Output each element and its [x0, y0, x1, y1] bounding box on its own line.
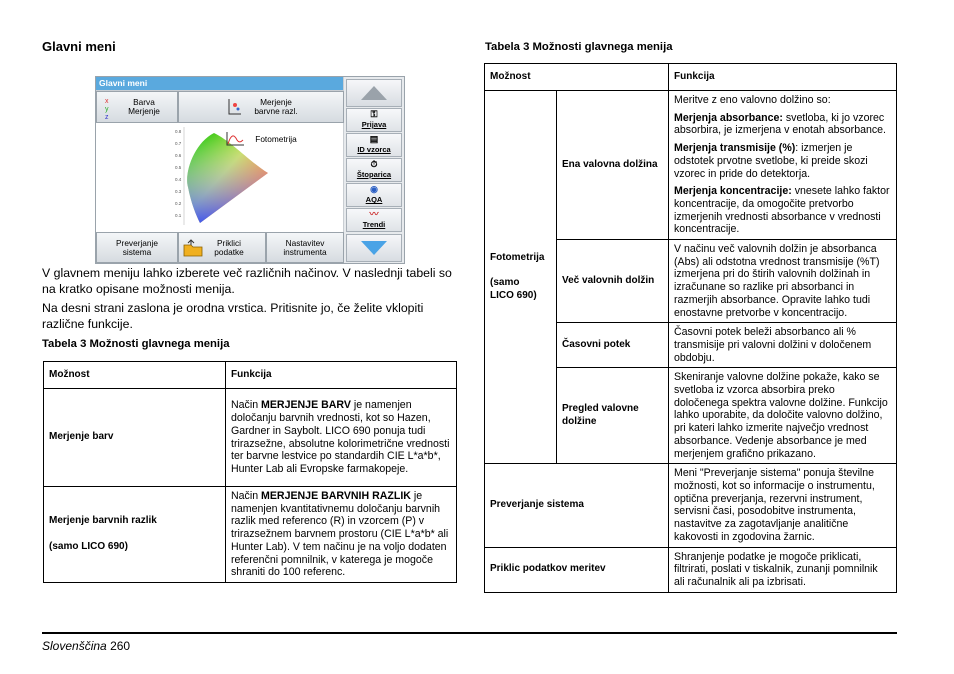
check-btn-l2: sistema	[122, 246, 152, 257]
delta-axes-icon	[226, 97, 242, 117]
option-line2: (samo LICO 690)	[49, 540, 128, 552]
stopwatch-icon: ⏱	[370, 159, 378, 169]
toolbar-sample-id[interactable]	[346, 133, 402, 157]
term-text: svetloba, ki jo vzorec absorbira, je izmerjena v enotah absorbance.	[674, 111, 886, 137]
function-cell	[226, 487, 457, 583]
single-wl-transmission	[674, 142, 891, 180]
function-cell: Meni "Preverjanje sistema" ponuja številne možnosti, kot so informacije o instrumentu, optična preverjanja, rezervni instrument, servisni časi, posodobitve instrumenta, nastavitve za zagotavljanje analitične kakovosti in zgodovina žarnic.	[669, 464, 897, 547]
section-heading: Glavni meni	[42, 39, 116, 54]
key-icon: ⚿	[370, 109, 378, 119]
toolbar-sample-id-label: ID vzorca	[357, 145, 391, 154]
globe-icon: ◉	[370, 184, 378, 194]
table-row	[485, 464, 897, 547]
term-text: : izmerjen je odstotek prvotne svetlobe, ki preide skozi vzorec in pride do detektorja.	[674, 142, 868, 180]
func-text-pre: Način	[231, 490, 262, 502]
table-row	[44, 487, 457, 583]
toolbar-aqa-label: AQA	[365, 195, 383, 204]
toolbar-trends-label: Trendi	[362, 220, 386, 229]
instrument-settings-button[interactable]	[266, 232, 344, 263]
toolbar-paragraph: Na desni strani zaslona je orodna vrstica. Pritisnite jo, če želite vklopiti različne funkcije.	[42, 301, 424, 331]
svg-text:z: z	[105, 114, 109, 120]
option-cell: Preverjanje sistema	[485, 464, 669, 547]
sub-option-cell: Ena valovna dolžina	[557, 91, 669, 240]
table-row	[44, 389, 457, 487]
option-cell	[44, 487, 226, 583]
toolbar-timer-label: Štoparica	[356, 170, 392, 179]
arrow-up-icon	[359, 84, 389, 102]
check-btn-l1: Preverjanje	[116, 237, 158, 248]
sub-option-cell: Časovni potek	[557, 323, 669, 368]
photometry-line2: (samo	[490, 277, 520, 289]
settings-btn-l2: instrumenta	[283, 246, 327, 257]
data-btn-l2: podatke	[214, 246, 244, 257]
function-cell	[669, 91, 897, 240]
toolbar-trends[interactable]	[346, 208, 402, 232]
tick-0.2: 0.2	[175, 201, 182, 206]
color-measure-button[interactable]	[96, 91, 178, 123]
page-footer	[42, 639, 130, 653]
xyz-icon	[103, 96, 115, 120]
photometry-line1: Fotometrija	[490, 251, 545, 263]
function-cell: V načinu več valovnih dolžin je absorbanca (Abs) ali odstotna vrednost transmisije (%T) izmerjena pri do štirih valovnih dolžinah in izračunane so razlike pri absorbanci in razmerjih absorbance. Opravite lahko tudi enostavne pretvorbe v koncentracijo.	[669, 240, 897, 323]
main-menu-screenshot	[95, 76, 405, 264]
option-cell: Priklic podatkov meritev	[485, 547, 669, 592]
sub-option-cell: Več valovnih dolžin	[557, 240, 669, 323]
cuvette-icon: ▤	[369, 134, 379, 144]
photometry-line3: LICO 690)	[490, 289, 537, 301]
single-wl-absorbance	[674, 112, 891, 137]
intro-paragraph: V glavnem meniju lahko izberete več različnih načinov. V naslednji tabeli so na kratko opisane možnosti menija.	[42, 266, 452, 296]
left-table-caption: Tabela 3 Možnosti glavnega menija	[42, 338, 230, 350]
toolbar-timer[interactable]	[346, 158, 402, 182]
func-text-pre: Način	[231, 399, 262, 412]
folder-icon	[183, 239, 203, 257]
footer-divider	[42, 632, 897, 634]
function-cell: Skeniranje valovne dolžine pokaže, kako se svetloba iz vzorca absorbira preko določenega spektra valovne dolžine. Funkcijo lahko uporabite, da določite valovno dolžino, pri kateri lahko izmerite največjo vrednost absorbance. Vedenje absorbance je med merjenjem grafično prikazano.	[669, 368, 897, 464]
func-text-post: je namenjen kvantitativnemu določanju barvnih razlik med referenco (R) in vzorcem (P) v trirazsežnem barvnem prostoru (CIE L*a*b* ali Hunter Lab). V tem načinu je na voljo dodaten referenčni pomnilnik, v katerega je mogoče shraniti do 100 referenc.	[231, 490, 449, 579]
arrow-down-icon	[359, 239, 389, 257]
toolbar-login[interactable]	[346, 108, 402, 132]
toolbar-login-label: Prijava	[361, 120, 387, 129]
function-cell	[226, 389, 457, 487]
svg-text:x: x	[105, 98, 109, 105]
color-btn-l2: Merjenje	[128, 106, 160, 116]
tick-0.7: 0.7	[175, 141, 182, 146]
tick-0.1: 0.1	[175, 213, 182, 218]
svg-text:y: y	[105, 106, 109, 113]
func-text-bold: MERJENJE BARVNIH RAZLIK	[261, 490, 411, 502]
tick-0.8: 0.8	[175, 129, 182, 134]
table-header-row	[44, 362, 457, 389]
photometry-cell	[485, 91, 557, 464]
system-check-button[interactable]	[96, 232, 178, 263]
diff-btn-l1: Merjenje	[260, 97, 292, 107]
spectrum-icon	[225, 131, 245, 147]
header-function: Funkcija	[226, 362, 457, 389]
page-number: 260	[110, 639, 131, 653]
photometry-button[interactable]	[178, 123, 344, 156]
header-option: Možnost	[485, 64, 669, 91]
bold-term: Merjenja absorbance:	[674, 111, 783, 124]
recall-data-button[interactable]	[178, 232, 266, 263]
table-header-row	[485, 64, 897, 91]
option-line1: Merjenje barvnih razlik	[49, 515, 157, 527]
function-cell: Časovni potek beleži absorbanco ali % transmisije pri valovni dolžini v določenem obdobju.	[669, 323, 897, 368]
right-options-table	[484, 63, 897, 593]
left-options-table	[43, 361, 457, 583]
chromaticity-area	[96, 123, 343, 232]
func-text-bold: MERJENJE BARV	[261, 399, 351, 412]
toolbar	[344, 77, 404, 263]
tick-0.4: 0.4	[175, 177, 182, 182]
right-table-caption: Tabela 3 Možnosti glavnega menija	[485, 41, 673, 53]
header-option: Možnost	[44, 362, 226, 389]
bold-term: Merjenja transmisije (%)	[674, 142, 796, 155]
diff-btn-l2: barvne razl.	[254, 106, 298, 116]
func-text-post: je namenjen določanju barvnih vrednosti, kot so Hazen, Gardner in Saybolt. LICO 690 ponuja tudi trirazsežne, absolutne kolorimetrične vrednosti ter barvne lestvice po standardih CIE L*a*b*, Hunter Lab ali Evropske farmakopeje.	[231, 399, 450, 475]
color-difference-button[interactable]	[178, 91, 344, 123]
function-cell: Shranjenje podatke je mogoče priklicati, filtrirati, poslati v tiskalnik, zunanji pomnilnik ali računalnik ali pa izbrisati.	[669, 547, 897, 592]
table-row	[485, 91, 897, 240]
bold-term: Merjenja koncentracije:	[674, 185, 792, 198]
header-function: Funkcija	[669, 64, 897, 91]
tick-0.3: 0.3	[175, 189, 182, 194]
single-wl-intro: Meritve z eno valovno dolžino so:	[674, 94, 831, 106]
scroll-up-button[interactable]	[346, 79, 402, 107]
toolbar-aqa[interactable]	[346, 183, 402, 207]
color-btn-l1: Barva	[133, 97, 155, 107]
table-row	[485, 547, 897, 592]
trend-chart-icon: 〰	[369, 209, 379, 219]
term-text: vnesete lahko faktor koncentracije, da omogočite pretvorbo izmerjenih vrednosti absorbance v vrednosti koncentracije.	[674, 185, 890, 236]
footer-language: Slovenščina	[42, 639, 107, 653]
single-wl-concentration	[674, 185, 891, 236]
device-title: Glavni meni	[96, 77, 343, 90]
data-btn-l1: Priklici	[217, 237, 241, 248]
tick-0.5: 0.5	[175, 165, 182, 170]
settings-btn-l1: Nastavitev	[285, 237, 325, 248]
scroll-down-button[interactable]	[346, 234, 402, 262]
tick-0.6: 0.6	[175, 153, 182, 158]
photometry-label: Fotometrija	[255, 134, 297, 144]
option-cell: Merjenje barv	[44, 389, 226, 487]
sub-option-cell: Pregled valovne dolžine	[557, 368, 669, 464]
